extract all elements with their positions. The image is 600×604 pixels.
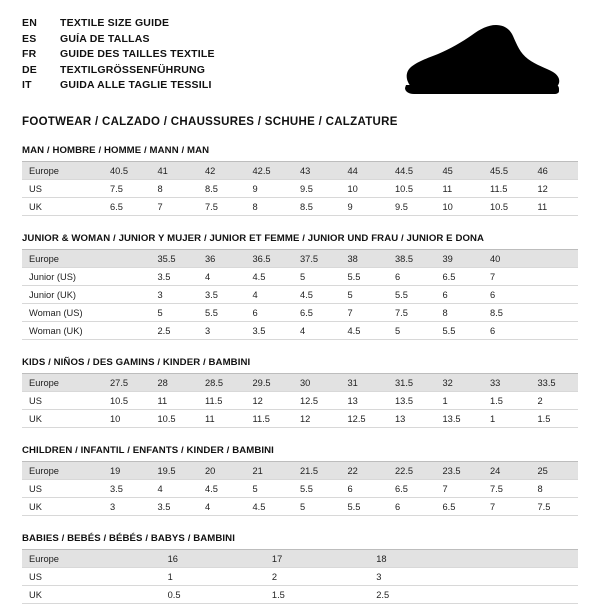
cell: 4.5 <box>341 322 389 340</box>
table-row <box>22 198 578 216</box>
language-row <box>22 32 215 48</box>
cell: 3.5 <box>151 498 199 516</box>
cell: 5 <box>246 480 294 498</box>
cell: 1.5 <box>531 410 579 428</box>
cell: 19.5 <box>151 462 199 480</box>
cell: 5 <box>151 304 199 322</box>
cell <box>531 322 579 340</box>
cell: 7 <box>341 304 389 322</box>
size-table-children <box>22 462 578 516</box>
cell: 7.5 <box>103 180 151 198</box>
row-label: Woman (US) <box>22 304 103 322</box>
cell: 45.5 <box>483 162 531 180</box>
row-label: US <box>22 480 103 498</box>
cell: 20 <box>198 462 246 480</box>
cell: 5.5 <box>341 498 389 516</box>
cell: 10.5 <box>388 180 436 198</box>
cell: 3.5 <box>198 286 246 304</box>
cell: 40.5 <box>103 162 151 180</box>
cell: 28.5 <box>198 374 246 392</box>
cell: 7.5 <box>531 498 579 516</box>
cell: 4.5 <box>293 286 341 304</box>
cell: 31.5 <box>388 374 436 392</box>
language-title-list <box>22 16 215 94</box>
cell: 1 <box>436 392 484 410</box>
row-label: Europe <box>22 462 103 480</box>
table-row <box>22 410 578 428</box>
table-row <box>22 180 578 198</box>
cell: 6 <box>341 480 389 498</box>
size-table-babies <box>22 550 578 604</box>
cell: 2 <box>265 568 369 586</box>
table-row <box>22 462 578 480</box>
cell: 6.5 <box>436 498 484 516</box>
cell: 37.5 <box>293 250 341 268</box>
cell: 40 <box>483 250 531 268</box>
cell: 5 <box>293 498 341 516</box>
language-code: EN <box>22 17 37 29</box>
cell: 12.5 <box>293 392 341 410</box>
section-children <box>22 445 578 516</box>
cell <box>531 250 579 268</box>
row-label: US <box>22 568 161 586</box>
section-title: KIDS / NIÑOS / DES GAMINS / KINDER / BAMBINI <box>22 357 578 374</box>
dress-shoe-icon <box>370 22 560 100</box>
cell: 30 <box>293 374 341 392</box>
cell: 42 <box>198 162 246 180</box>
cell: 6 <box>436 286 484 304</box>
cell: 46 <box>531 162 579 180</box>
table-row <box>22 286 578 304</box>
cell: 33 <box>483 374 531 392</box>
cell: 10 <box>341 180 389 198</box>
language-title: TEXTILGRÖSSENFÜHRUNG <box>60 63 206 76</box>
table-row <box>22 480 578 498</box>
cell: 38 <box>341 250 389 268</box>
cell <box>531 286 579 304</box>
language-title: TEXTILE SIZE GUIDE <box>60 17 170 29</box>
cell: 7 <box>483 268 531 286</box>
row-label: Europe <box>22 550 161 568</box>
cell: 10.5 <box>103 392 151 410</box>
cell: 19 <box>103 462 151 480</box>
header <box>22 16 578 100</box>
cell: 11 <box>198 410 246 428</box>
cell <box>103 250 151 268</box>
cell: 36.5 <box>246 250 294 268</box>
language-row <box>22 47 215 63</box>
cell: 6 <box>388 268 436 286</box>
cell: 5 <box>388 322 436 340</box>
cell: 42.5 <box>246 162 294 180</box>
cell: 25 <box>531 462 579 480</box>
cell: 43 <box>293 162 341 180</box>
table-row <box>22 392 578 410</box>
cell: 23.5 <box>436 462 484 480</box>
language-code: DE <box>22 63 37 76</box>
cell: 2 <box>531 392 579 410</box>
cell: 5 <box>341 286 389 304</box>
cell: 5.5 <box>388 286 436 304</box>
row-label: UK <box>22 198 103 216</box>
row-label: UK <box>22 586 161 604</box>
cell: 10.5 <box>483 198 531 216</box>
cell: 8 <box>531 480 579 498</box>
cell: 9.5 <box>293 180 341 198</box>
cell: 22.5 <box>388 462 436 480</box>
cell: 11.5 <box>483 180 531 198</box>
cell: 12 <box>293 410 341 428</box>
cell: 12.5 <box>341 410 389 428</box>
cell <box>531 268 579 286</box>
language-code: ES <box>22 32 37 45</box>
cell: 3.5 <box>103 480 151 498</box>
cell: 6.5 <box>103 198 151 216</box>
cell: 11.5 <box>246 410 294 428</box>
table-row <box>22 322 578 340</box>
cell: 6.5 <box>436 268 484 286</box>
section-kids <box>22 357 578 428</box>
cell: 8 <box>436 304 484 322</box>
cell: 1.5 <box>483 392 531 410</box>
cell: 35.5 <box>151 250 199 268</box>
section-babies <box>22 533 578 604</box>
cell: 11 <box>151 392 199 410</box>
cell: 13 <box>388 410 436 428</box>
cell: 2.5 <box>151 322 199 340</box>
cell: 38.5 <box>388 250 436 268</box>
cell: 29.5 <box>246 374 294 392</box>
cell: 44 <box>341 162 389 180</box>
cell: 4 <box>293 322 341 340</box>
footwear-heading: FOOTWEAR / CALZADO / CHAUSSURES / SCHUHE / CALZATURE <box>22 116 398 128</box>
language-title: GUÍA DE TALLAS <box>60 32 150 45</box>
cell <box>103 322 151 340</box>
cell: 4.5 <box>198 480 246 498</box>
section-title: JUNIOR & WOMAN / JUNIOR Y MUJER / JUNIOR ET FEMME / JUNIOR UND FRAU / JUNIOR E DONA <box>22 233 578 250</box>
cell: 6 <box>483 322 531 340</box>
row-label: Europe <box>22 374 103 392</box>
table-row <box>22 268 578 286</box>
cell: 8.5 <box>198 180 246 198</box>
cell: 7 <box>436 480 484 498</box>
cell: 3.5 <box>151 268 199 286</box>
cell: 27.5 <box>103 374 151 392</box>
cell: 17 <box>265 550 369 568</box>
table-row <box>22 498 578 516</box>
cell <box>103 286 151 304</box>
cell: 6 <box>388 498 436 516</box>
cell: 0.5 <box>161 586 265 604</box>
row-label: UK <box>22 498 103 516</box>
cell: 10.5 <box>151 410 199 428</box>
cell: 3.5 <box>246 322 294 340</box>
cell: 4.5 <box>246 498 294 516</box>
row-label: Junior (US) <box>22 268 103 286</box>
cell: 8.5 <box>483 304 531 322</box>
cell <box>103 304 151 322</box>
row-label: US <box>22 392 103 410</box>
cell-empty <box>474 586 578 604</box>
table-row <box>22 162 578 180</box>
cell: 41 <box>151 162 199 180</box>
cell: 6 <box>246 304 294 322</box>
cell: 16 <box>161 550 265 568</box>
cell: 39 <box>436 250 484 268</box>
table-row <box>22 250 578 268</box>
cell: 7.5 <box>388 304 436 322</box>
table-row <box>22 568 578 586</box>
cell: 36 <box>198 250 246 268</box>
cell: 9 <box>246 180 294 198</box>
cell: 24 <box>483 462 531 480</box>
cell: 7.5 <box>483 480 531 498</box>
row-label: Europe <box>22 250 103 268</box>
cell: 4.5 <box>246 268 294 286</box>
cell: 5 <box>293 268 341 286</box>
table-row <box>22 586 578 604</box>
cell: 10 <box>103 410 151 428</box>
cell: 13.5 <box>388 392 436 410</box>
cell: 6 <box>483 286 531 304</box>
row-label: UK <box>22 410 103 428</box>
cell: 13.5 <box>436 410 484 428</box>
cell: 31 <box>341 374 389 392</box>
language-code: FR <box>22 48 37 61</box>
language-row <box>22 16 215 32</box>
cell: 5.5 <box>341 268 389 286</box>
cell: 12 <box>246 392 294 410</box>
cell: 8 <box>151 180 199 198</box>
cell: 45 <box>436 162 484 180</box>
cell: 4 <box>151 480 199 498</box>
cell: 21 <box>246 462 294 480</box>
cell: 3 <box>198 322 246 340</box>
cell: 6.5 <box>293 304 341 322</box>
section-man <box>22 145 578 216</box>
cell: 8.5 <box>293 198 341 216</box>
cell: 12 <box>531 180 579 198</box>
language-row <box>22 63 215 79</box>
size-table-junior-woman <box>22 250 578 340</box>
size-table-kids <box>22 374 578 428</box>
cell: 11 <box>436 180 484 198</box>
cell: 11 <box>531 198 579 216</box>
cell: 5.5 <box>293 480 341 498</box>
cell <box>103 268 151 286</box>
cell: 1 <box>483 410 531 428</box>
cell: 3 <box>151 286 199 304</box>
row-label: Junior (UK) <box>22 286 103 304</box>
cell-empty <box>474 550 578 568</box>
language-title: GUIDE DES TAILLES TEXTILE <box>60 48 215 61</box>
cell: 7 <box>483 498 531 516</box>
cell: 33.5 <box>531 374 579 392</box>
row-label: US <box>22 180 103 198</box>
cell: 2.5 <box>369 586 473 604</box>
cell: 21.5 <box>293 462 341 480</box>
cell: 44.5 <box>388 162 436 180</box>
cell: 7 <box>151 198 199 216</box>
cell: 6.5 <box>388 480 436 498</box>
section-title: CHILDREN / INFANTIL / ENFANTS / KINDER / BAMBINI <box>22 445 578 462</box>
cell: 5.5 <box>198 304 246 322</box>
section-junior-woman <box>22 233 578 340</box>
cell: 4 <box>198 498 246 516</box>
cell: 3 <box>103 498 151 516</box>
cell: 22 <box>341 462 389 480</box>
cell: 7.5 <box>198 198 246 216</box>
cell: 32 <box>436 374 484 392</box>
cell: 9.5 <box>388 198 436 216</box>
cell: 1.5 <box>265 586 369 604</box>
table-row <box>22 304 578 322</box>
cell: 8 <box>246 198 294 216</box>
language-title: GUIDA ALLE TAGLIE TESSILI <box>60 79 212 92</box>
section-title: BABIES / BEBÉS / BÉBÉS / BABYS / BAMBINI <box>22 533 578 550</box>
table-row <box>22 374 578 392</box>
cell <box>531 304 579 322</box>
language-row <box>22 78 215 94</box>
cell: 10 <box>436 198 484 216</box>
language-code: IT <box>22 79 32 92</box>
cell-empty <box>474 568 578 586</box>
cell: 13 <box>341 392 389 410</box>
table-row <box>22 550 578 568</box>
size-table-man <box>22 162 578 216</box>
cell: 5.5 <box>436 322 484 340</box>
row-label: Woman (UK) <box>22 322 103 340</box>
cell: 18 <box>369 550 473 568</box>
row-label: Europe <box>22 162 103 180</box>
section-title: MAN / HOMBRE / HOMME / MANN / MAN <box>22 145 578 162</box>
cell: 4 <box>246 286 294 304</box>
cell: 1 <box>161 568 265 586</box>
cell: 28 <box>151 374 199 392</box>
cell: 9 <box>341 198 389 216</box>
cell: 3 <box>369 568 473 586</box>
cell: 11.5 <box>198 392 246 410</box>
cell: 4 <box>198 268 246 286</box>
